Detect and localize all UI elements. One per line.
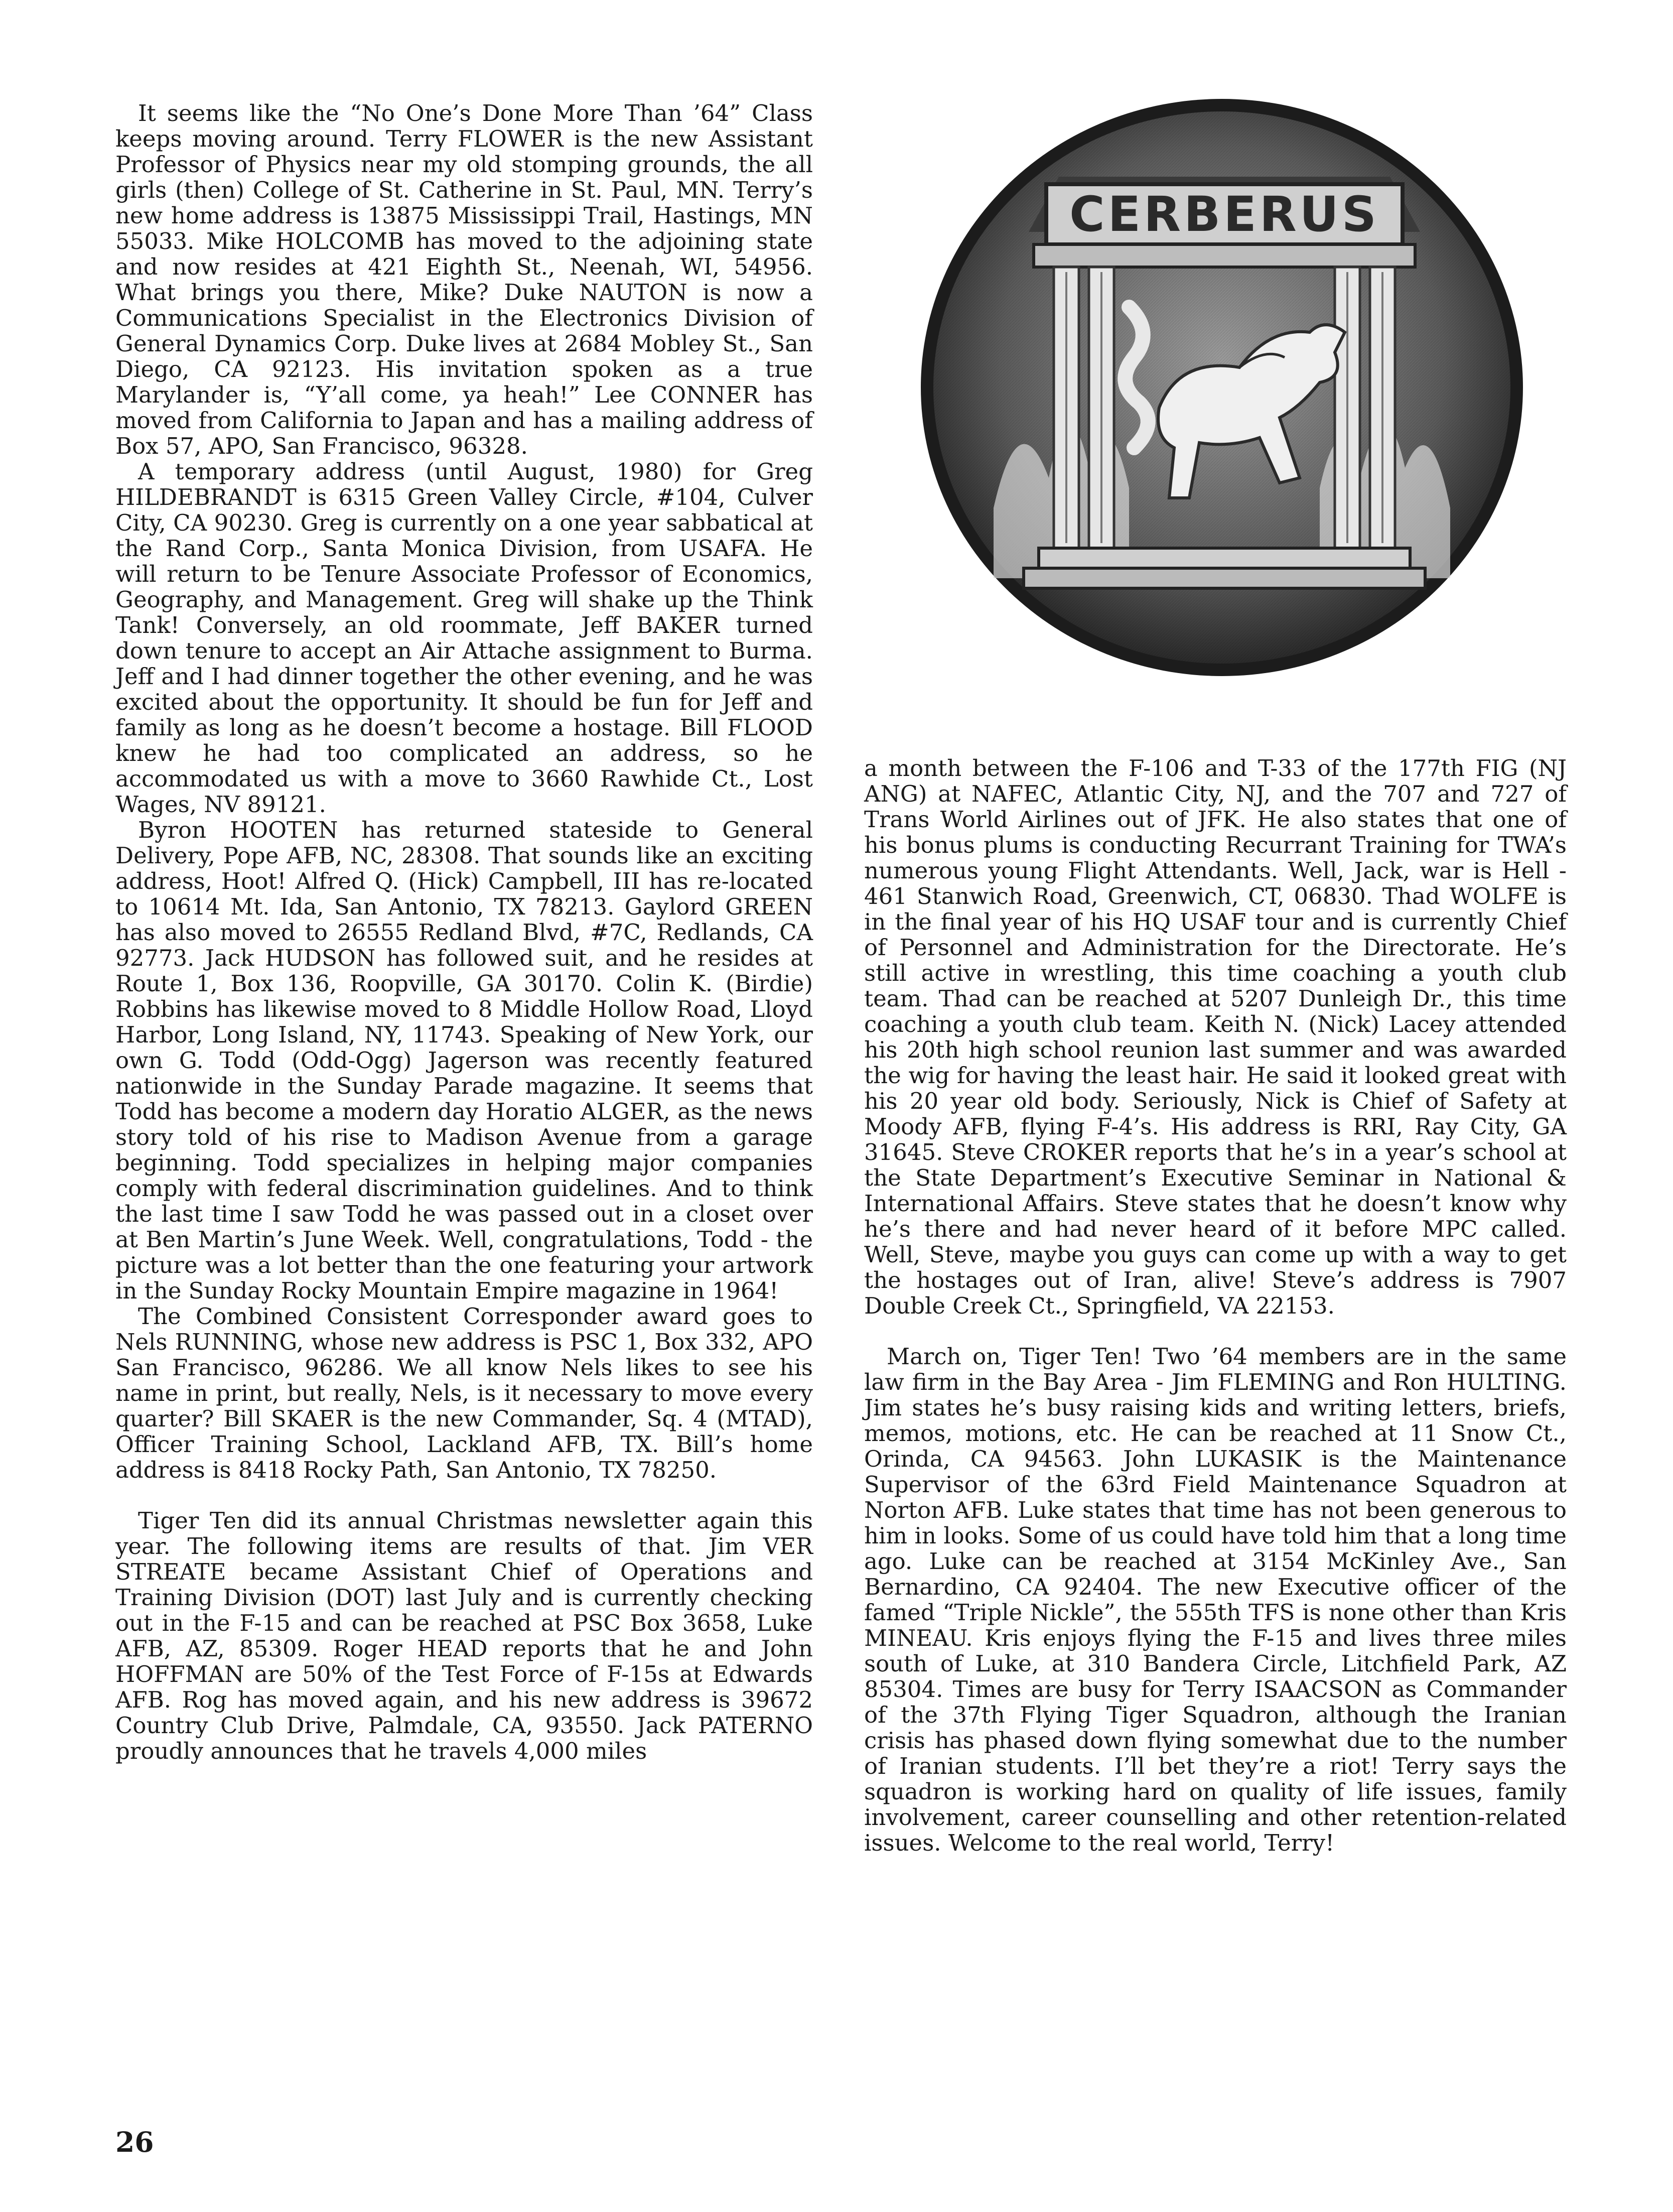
page-number: 26 <box>115 2126 154 2158</box>
paragraph: March on, Tiger Ten! Two ’64 members are in the same law firm in the Bay Area - Jim FLEMING and Ron HULTING. Jim states he’s busy raising kids and writing letters, briefs, memos, motions, etc. He can be reached at 11 Snow Ct., Orinda, CA 94563. John LUKASIK is the Maintenance Supervisor of the 63rd Field Maintenance Squadron at Norton AFB. Luke states that time has not been generous to him in looks. Some of us could have told him that a long time ago. Luke can be reached at 3154 McKinley Ave., San Bernardino, CA 92404. The new Executive officer of the famed “Triple Nickle”, the 555th TFS is none other than Kris MINEAU. Kris enjoys flying the F-15 and lives three miles south of Luke, at 310 Bandera Circle, Litchfield Park, AZ 85304. Times are busy for Terry ISAACSON as Commander of the 37th Flying Tiger Squadron, although the Iranian crisis has phased down flying somewhat due to the number of Iranian students. I’ll bet they’re a riot! Terry says the squadron is working hard on quality of life issues, family involvement, career counselling and other retention-related issues. Welcome to the real world, Terry! <box>864 1343 1567 1856</box>
paragraph: It seems like the “No One’s Done More Than ’64” Class keeps moving around. Terry FLOWER is the new Assistant Professor of Physics near my old stomping grounds, the all girls (then) College of St. Catherine in St. Paul, MN. Terry’s new home address is 13875 Mississippi Trail, Hastings, MN 55033. Mike HOLCOMB has moved to the adjoining state and now resides at 421 Eighth St., Neenah, WI, 54956. What brings you there, Mike? Duke NAUTON is now a Communications Specialist in the Electronics Division of General Dynamics Corp. Duke lives at 2684 Mobley St., San Diego, CA 92123. His invitation spoken as a true Marylander is, “Y’all come, ya heah!” Lee CONNER has moved from California to Japan and has a mailing address of Box 57, APO, San Francisco, 96328. <box>115 100 813 459</box>
paragraph: A temporary address (until August, 1980) for Greg HILDEBRANDT is 6315 Green Valley Circle, #104, Culver City, CA 90230. Greg is currently on a one year sabbatical at the Rand Corp., Santa Monica Division, from USAFA. He will return to be Tenure Associate Professor of Economics, Geography, and Management. Greg will shake up the Think Tank! Conversely, an old roommate, Jeff BAKER turned down tenure to accept an Air Attache assignment to Burma. Jeff and I had dinner together the other evening, and he was excited about the opportunity. It should be fun for Jeff and family as long as he doesn’t become a hostage. Bill FLOOD knew he had too complicated an address, so he accommodated us with a move to 3660 Rawhide Ct., Lost Wages, NV 89121. <box>115 458 813 818</box>
paragraph: a month between the F-106 and T-33 of the 177th FIG (NJ ANG) at NAFEC, Atlantic City, NJ, and the 707 and 727 of Trans World Airlines out of JFK. He also states that one of his bonus plums is conducting Recurrant Training for TWA’s numerous young Flight Attendants. Well, Jack, war is Hell - 461 Stanwich Road, Greenwich, CT, 06830. Thad WOLFE is in the final year of his HQ USAF tour and is currently Chief of Personnel and Administration for the Directorate. He’s still active in wrestling, this time coaching a youth club team. Thad can be reached at 5207 Dunleigh Dr., this time coaching a youth club team. Keith N. (Nick) Lacey attended his 20th high school reunion last summer and was awarded the wig for having the least hair. He said it looked great with his 20 year old body. Seriously, Nick is Chief of Safety at Moody AFB, flying F-4’s. His address is RRI, Ray City, GA 31645. Steve CROKER reports that he’s in a year’s school at the State Department’s Executive Seminar in National & International Affairs. Steve states that he doesn’t know why he’s there and had never heard of it before MPC called. Well, Steve, maybe you guys can come up with a way to get the hostages out of Iran, alive! Steve’s address is 7907 Double Creek Ct., Springfield, VA 22153. <box>864 755 1567 1319</box>
paragraph: The Combined Consistent Corresponder award goes to Nels RUNNING, whose new address is PSC 1, Box 332, APO San Francisco, 96286. We all know Nels likes to see his name in print, but really, Nels, is it necessary to move every quarter? Bill SKAER is the new Commander, Sq. 4 (MTAD), Officer Training School, Lackland AFB, TX. Bill’s home address is 8418 Rocky Path, San Antonio, TX 78250. <box>115 1303 813 1483</box>
paragraph: Byron HOOTEN has returned stateside to General Delivery, Pope AFB, NC, 28308. That sounds like an exciting address, Hoot! Alfred Q. (Hick) Campbell, III has re-located to 10614 Mt. Ida, San Antonio, TX 78213. Gaylord GREEN has also moved to 26555 Redland Blvd, #7C, Redlands, CA 92773. Jack HUDSON has followed suit, and he resides at Route 1, Box 136, Roopville, GA 30170. Colin K. (Birdie) Robbins has likewise moved to 8 Middle Hollow Road, Lloyd Harbor, Long Island, NY, 11743. Speaking of New York, our own G. Todd (Odd-Ogg) Jagerson was recently featured nationwide in the Sunday Parade magazine. It seems that Todd has become a modern day Horatio ALGER, as the news story told of his rise to Madison Avenue from a garage beginning. Todd specializes in helping major companies comply with federal discrimination guidelines. And to think the last time I saw Todd he was passed out in a closet over at Ben Martin’s June Week. Well, congratulations, Todd - the picture was a lot better than the one featuring your artwork in the Sunday Rocky Mountain Empire magazine in 1964! <box>115 817 813 1304</box>
paragraph: Tiger Ten did its annual Christmas newsletter again this year. The following items are results of that. Jim VER STREATE became Assistant Chief of Operations and Training Division (DOT) last July and is currently checking out in the F-15 and can be reached at PSC Box 3658, Luke AFB, AZ, 85309. Roger HEAD reports that he and John HOFFMAN are 50% of the Test Force of F-15s at Edwards AFB. Rog has moved again, and his new address is 39672 Country Club Drive, Palmdale, CA, 93550. Jack PATERNO proudly announces that he travels 4,000 miles <box>115 1507 813 1764</box>
right-column <box>864 755 1567 1856</box>
patch-label: CERBERUS <box>1069 186 1379 242</box>
cerberus-patch-image <box>918 96 1525 679</box>
left-column <box>115 100 813 1764</box>
